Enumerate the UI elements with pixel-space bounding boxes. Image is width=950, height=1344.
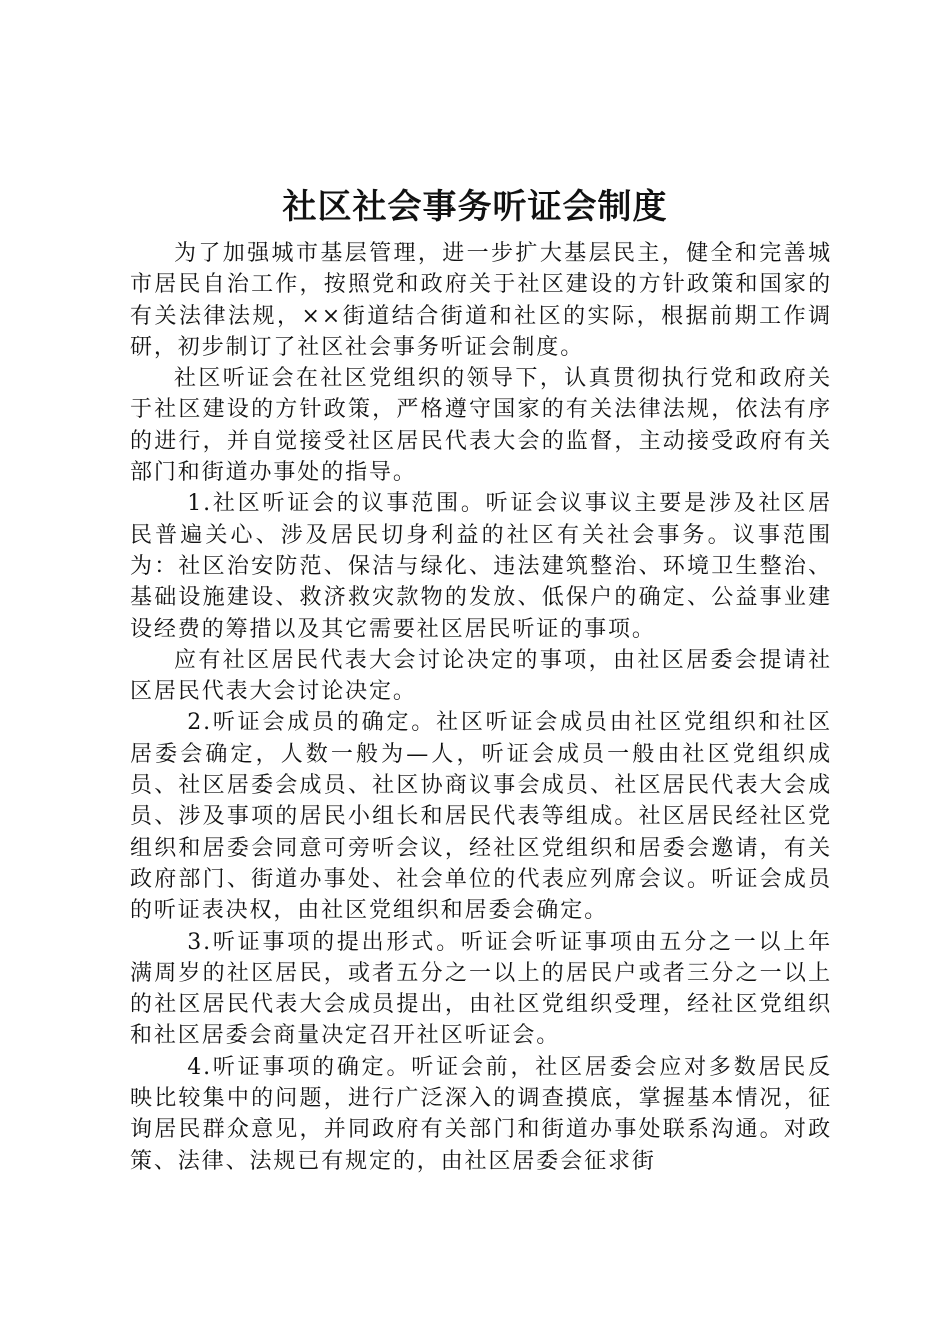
paragraph-item-1-scope: 1.社区听证会的议事范围。听证会议事议主要是涉及社区居民普遍关心、涉及居民切身利益的社区有关社会事务。议事范围为：社区治安防范、保洁与绿化、违法建筑整治、环境卫生整治、基础设施建设、救济救灾款物的发放、低保户的确定、公益事业建设经费的筹措以及其它需要社区居民听证的事项。 <box>130 491 832 642</box>
paragraph-scope-note: 应有社区居民代表大会讨论决定的事项，由社区居委会提请社区居民代表大会讨论决定。 <box>130 647 832 705</box>
paragraph-intro: 为了加强城市基层管理，进一步扩大基层民主，健全和完善城市居民自治工作，按照党和政府关于社区建设的方针政策和国家的有关法律法规，××街道结合街道和社区的实际，根据前期工作调研，初步制订了社区社会事务听证会制度。 <box>130 241 832 360</box>
paragraph-item-4-determination: 4.听证事项的确定。听证会前，社区居委会应对多数居民反映比较集中的问题，进行广泛深入的调查摸底，掌握基本情况，征询居民群众意见，并同政府有关部门和街道办事处联系沟通。对政策、法律、法规已有规定的，由社区居委会征求街 <box>130 1054 832 1174</box>
paragraph-item-2-members: 2.听证会成员的确定。社区听证会成员由社区党组织和社区居委会确定，人数一般为—人，听证会成员一般由社区党组织成员、社区居委会成员、社区协商议事会成员、社区居民代表大会成员、涉及事项的居民小组长和居民代表等组成。社区居民经社区党组织和居委会同意可旁听会议，经社区党组织和居委会邀请，有关政府部门、街道办事处、社会单位的代表应列席会议。听证会成员的听证表决权，由社区党组织和居委会确定。 <box>130 710 832 924</box>
document-body <box>130 238 832 1177</box>
paragraph-item-3-proposal: 3.听证事项的提出形式。听证会听证事项由五分之一以上年满周岁的社区居民，或者五分之一以上的居民户或者三分之一以上的社区居民代表大会成员提出，由社区党组织受理，经社区党组织和社区居委会商量决定召开社区听证会。 <box>130 929 832 1049</box>
paragraph-leadership: 社区听证会在社区党组织的领导下，认真贯彻执行党和政府关于社区建设的方针政策，严格遵守国家的有关法律法规，依法有序的进行，并自觉接受社区居民代表大会的监督，主动接受政府有关部门和街道办事处的指导。 <box>130 366 832 486</box>
document-title: 社区社会事务听证会制度 <box>282 187 668 227</box>
